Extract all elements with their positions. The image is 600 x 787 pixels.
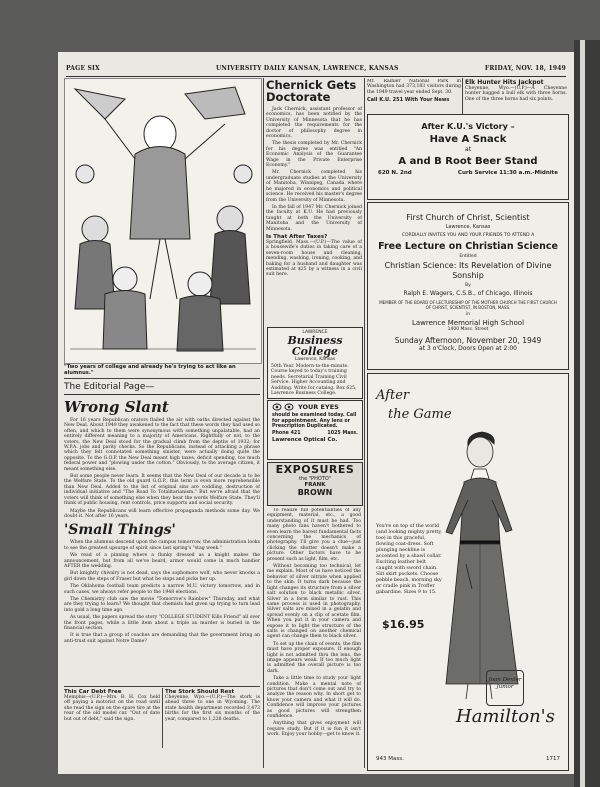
ad-phone: 1717 xyxy=(546,756,560,762)
ad-city: Lawrence, Kansas xyxy=(445,224,491,230)
business-college-ad xyxy=(267,327,363,399)
taxes-title: Is That After Taxes? xyxy=(266,233,328,240)
call-news-line: Call K.U. 251 With Your News xyxy=(367,97,450,104)
ad-line: After K.U.'s Victory – xyxy=(421,122,515,131)
ad-lecture-title: Free Lecture on Christian Science xyxy=(378,241,558,252)
paragraph: Anything that gives enjoyment will require study. But if it is fun it isn't work. Enjoy your hobby—get to know it. xyxy=(267,721,361,738)
paragraph: Mr. Chernick completed his undergraduate studies at the University of Manitoba, Winnipeg, Canada where he majored in economics and political science. He received his master's degree from the University of Minnesota. xyxy=(266,170,362,203)
paragraph: But knightly chivalry is not dead, says the sophomore wolf, who never knocks a girl down the steps of Fraser but what he stops and picks her up. xyxy=(64,571,260,582)
ad-body: 50th Year. Modern-to-the-minute. Course keyed to today's training needs. Secretarial Training Civil Service. Higher Accounting and Auditing. Write for catalog. Box 625, Lawrence Business College. xyxy=(271,364,357,397)
rule xyxy=(64,378,260,379)
paragraph: It is true that a group of coaches are demanding that the government bring an anti-trust suit against Notre Dame? xyxy=(64,633,260,644)
ad-venue-address: 1400 Mass. Street xyxy=(447,327,489,332)
ad-time: at 3 o'Clock, Doors Open at 2:00 xyxy=(419,345,517,352)
exposures-author: BROWN xyxy=(297,488,333,497)
ad-address: 943 Mass. xyxy=(376,756,404,762)
masthead: UNIVERSITY DAILY KANSAN, LAWRENCE, KANSAS xyxy=(216,65,399,72)
taxes-text: Springfield, Mass.—(U.P.)—The value of a housewife's duties in taking care of a seven-room house and cleaning, mending, washing, ironing, cooking, and baking for a husband and daughter was estimated at $25 by a witness in a civil suit here. xyxy=(266,239,362,278)
chernick-article xyxy=(266,79,362,324)
rule xyxy=(64,686,260,687)
ad-small-text: LAWRENCE xyxy=(302,330,328,335)
ad-entitled: Entitled xyxy=(459,254,477,259)
newspaper-page xyxy=(58,52,574,774)
cartoon-drawing-icon xyxy=(65,79,261,363)
paragraph: The Oklahoma football team predicts a narrow M.U. victory tomorrow, and in such cases, we always refer people to the 1948 elections. xyxy=(64,584,260,595)
ad-address: 620 N. 2nd xyxy=(378,170,412,176)
ad-line: Have A Snack xyxy=(429,134,507,145)
ad-speaker: Ralph E. Wagers, C.S.B., of Chicago, Illinois xyxy=(403,290,533,297)
ad-business-name: A and B Root Beer Stand xyxy=(398,156,538,167)
wrong-slant-headline: Wrong Slant xyxy=(64,398,169,416)
paragraph: Jack Chernick, assistant professor of economics, has been notified by the University of Minnesota that he has completed the requirements for the doctor of philosophy degree in economics. xyxy=(266,107,362,140)
adjacent-page-edge xyxy=(580,40,585,787)
exposures-sub: the xyxy=(298,476,308,482)
ad-church: First Church of Christ, Scientist xyxy=(406,213,530,222)
paragraph: But some people never learn. It seems that the New Deal of our decade is to be the Welfare State. To the old guard G.O.P., this term is even more reprehensible than New Deal. Added to the list of original sins are coddling, destruction of individual initiative and "The Road To Totalitarianism." But we're afraid that the voters will think of something else when they hear the words Welfare State. They'll think of public housing, rent controls, price supports and social security. xyxy=(64,474,260,507)
editorial-column xyxy=(64,382,260,682)
ad-line: at xyxy=(464,145,472,153)
ad-headline: the Game xyxy=(388,407,452,422)
optical-ad xyxy=(267,400,363,460)
paragraph: We read of a pinning where a flunky dressed as a knight makes the announcement, but from all we've heard, armor would come in much handier AFTER the wedding. xyxy=(64,553,260,569)
ad-member: MEMBER OF THE BOARD OF LECTURESHIP OF THE MOTHER CHURCH THE FIRST CHURCH OF CHRIST, SCIENTIST, IN BOSTON, MASS. xyxy=(379,300,557,310)
chernick-body xyxy=(266,107,362,232)
editorial-cartoon xyxy=(64,78,262,364)
ad-by: By xyxy=(465,283,471,288)
ad-name: Business College xyxy=(287,334,343,358)
paragraph: The thesis completed by Mr. Chernick for his degree was entitled "An Economic Analysis of the Guarantee Wage in the Private Enterprise Economy." xyxy=(266,141,362,169)
cartoon-caption: "Two years of college and already he's trying to act like an alumnus." xyxy=(64,364,236,376)
paragraph: Maybe the Republicans will learn effective propaganda methods some day. We doubt it. Not after 16 years. xyxy=(64,508,260,519)
ad-invite: CORDIALLY INVITES YOU AND YOUR FRIENDS TO ATTEND A xyxy=(401,233,535,238)
eye-icon xyxy=(272,403,294,411)
paragraph: To set up the chain of events, the film must have proper exposure. If enough light is not admitted thru the lens, the image appears weak. If too much light is admitted the overall picture is too dark. xyxy=(267,641,361,674)
ad-headline: After xyxy=(376,388,410,403)
wrong-slant-body xyxy=(64,418,260,519)
ad-title: YOUR EYES xyxy=(298,403,339,411)
column-rule xyxy=(263,78,264,768)
ad-brand-logo: Joan Dexter Junior xyxy=(486,670,524,706)
ad-address: 1025 Mass. xyxy=(327,430,358,436)
paragraph: To realize full potentialities of any equipment, material, etc., a good understanding of it must be had. Too many photo fans haven't bothered to even learn the barest fundamental facts concerning the mechanics of photography. I'll give you a clue—just clicking the shutter doesn't make a picture. Other factors have to be present such as light, film, etc. xyxy=(267,508,361,562)
ad-venue: Lawrence Memorial High School xyxy=(411,319,525,327)
ad-date: Sunday Afternoon, November 20, 1949 xyxy=(394,336,542,345)
brief-text: Cheyenne, Wyo.—(U.P.)—The stork is ahead three to one in Wyoming. The state health department recorded 3,473 births for the first six months of the year, compared to 1,228 deaths. xyxy=(165,695,260,722)
brief-title: This Car Debt Free xyxy=(64,689,122,695)
brief-stork xyxy=(165,689,260,749)
page-header xyxy=(66,62,566,77)
ad-company: Lawrence Optical Co. xyxy=(272,436,338,443)
dress-illustration-icon xyxy=(438,414,558,704)
adjacent-page-shadow xyxy=(574,40,600,787)
paragraph: In the fall of 1947 Mr. Chernick joined the faculty at K.U. He had previously taught at both the University of Manitoba and the University of Minnesota. xyxy=(266,204,362,232)
ad-in: in xyxy=(465,312,471,317)
elk-title: Elk Hunter Hits Jackpot xyxy=(465,79,544,86)
rule xyxy=(162,688,163,748)
chernick-headline: Chernick Gets Doctorate xyxy=(266,79,357,104)
column-rule xyxy=(364,78,365,768)
page-label: PAGE SIX xyxy=(66,65,100,72)
exposures-sub: "PHOTO" xyxy=(308,476,332,482)
ad-copy: You're on top of the world (and looking mighty pretty, too) in this graceful, flowing coat-dress. Soft plunging neckline is accented by a shawl collar. Exciting leather belt caught with sword chain. Slit skirt pockets. Choose pebble beach, morning sky or cradle pink in Troffer gabardine. Sizes 9 to 15. xyxy=(376,524,444,596)
paragraph: When the alumnus descend upon the campus tomorrow, the administration looks to see the greatest upsurge of spirit since last spring's "stag week." xyxy=(64,540,260,551)
rainier-text: Mt. Rainier National Park in Washington had 373,183 visitors during the 1949 travel year ended Sept. 30. xyxy=(367,79,461,95)
ad-phone: Phone 421 xyxy=(272,430,301,436)
ad-line: should be examined today. Call for appointment. Any lens or Prescription Duplicated. xyxy=(272,413,357,430)
issue-date: FRIDAY, NOV. 18, 1949 xyxy=(484,65,566,72)
paragraph: For 16 years Republican orators flailed the air with oaths directed against the New Deal. About 1949 they awakened to the fact that these words they had used so often, and which to them were synonymous with something unpalatable, had an entirely different meaning to a majority of Americans. Rightfully or not, to the voters, the New Deal stood for the gradual climb from the depths of 1932; for W.P.A. jobs and parity checks. So the Republicans, instead of attacking a phrase which they felt connotated something sinister, were actually doing quite the opposite. To the G.O.P. the New Deal meant high taxes, deficit spending, too much federal power and "plowing under the cotton." Obviously, to the average citizen, it meant something else. xyxy=(64,418,260,472)
exposures-column-header xyxy=(267,462,363,506)
brief-car-debt xyxy=(64,689,160,749)
exposures-body xyxy=(267,508,361,738)
root-beer-ad xyxy=(367,114,569,200)
ad-store-name: Hamilton's xyxy=(456,706,555,727)
small-things-body xyxy=(64,540,260,644)
paragraph: Take a little time to study your light condition. Make a mental note of pictures that don't come out and try to analyze the reason why. In short get to know your camera and what it will do. Confidence will improve your pictures as good pictures will strengthen confidence. xyxy=(267,676,361,720)
hamiltons-ad xyxy=(367,373,569,771)
ad-topic: Christian Science: Its Revelation of Divine Sonship xyxy=(384,261,552,280)
church-lecture-ad xyxy=(367,202,569,370)
paragraph: Without becoming too technical, let me explain. Most of us have noticed the behavior of silver nitrate when applied to the skin. It turns dark because the light changes its structure from a silver salt solution to black metallic silver. Silver in a form similar to rust. This same process is used in photography. Silver salts are mixed in a gelatin and spread evenly on a clip of acetate film. When you put it in your camera and expose it to light the structure of the salts is changed on another chemical agent can change them to black silver. xyxy=(267,564,361,640)
ad-price: $16.95 xyxy=(382,618,425,631)
exposures-sub: FRANK xyxy=(304,482,326,488)
editorial-section-title: The Editorial Page— xyxy=(64,382,260,395)
paragraph: The Chemistry club saw the movie "Tomorrow's Rainbow" Thursday, and what are they trying to learn? We thought that chemists had given up trying to turn lead into gold a long time ago. xyxy=(64,596,260,613)
ad-hours: Curb Service 11:30 a.m.-Midnite xyxy=(457,170,558,176)
paragraph: As usual, the papers spread the story "COLLEGE STUDENT Kills Friend" all over the front pages, while a little item about a triple ax murder is buried in the financial section. xyxy=(64,615,260,631)
small-things-headline: 'Small Things' xyxy=(64,522,176,539)
elk-text: Cheyenne, Wyo.—(U.P.)—A Cheyenne hunter bagged a bull elk with three horns. One of the three horns had six points. xyxy=(465,86,567,102)
exposures-column xyxy=(267,508,361,770)
brief-text: Memphis—(U.P.)—Mrs. B. H. Cox held off paying a motorist on the road until she read the sign on the spare tire at the rear of the old model car. "Out of date but out of debt," said the sign. xyxy=(64,695,160,722)
exposures-title: EXPOSURES xyxy=(275,463,355,476)
brief-title: The Stork Should Rest xyxy=(165,689,235,695)
ad-city: Lawrence, Kansas xyxy=(294,357,336,362)
